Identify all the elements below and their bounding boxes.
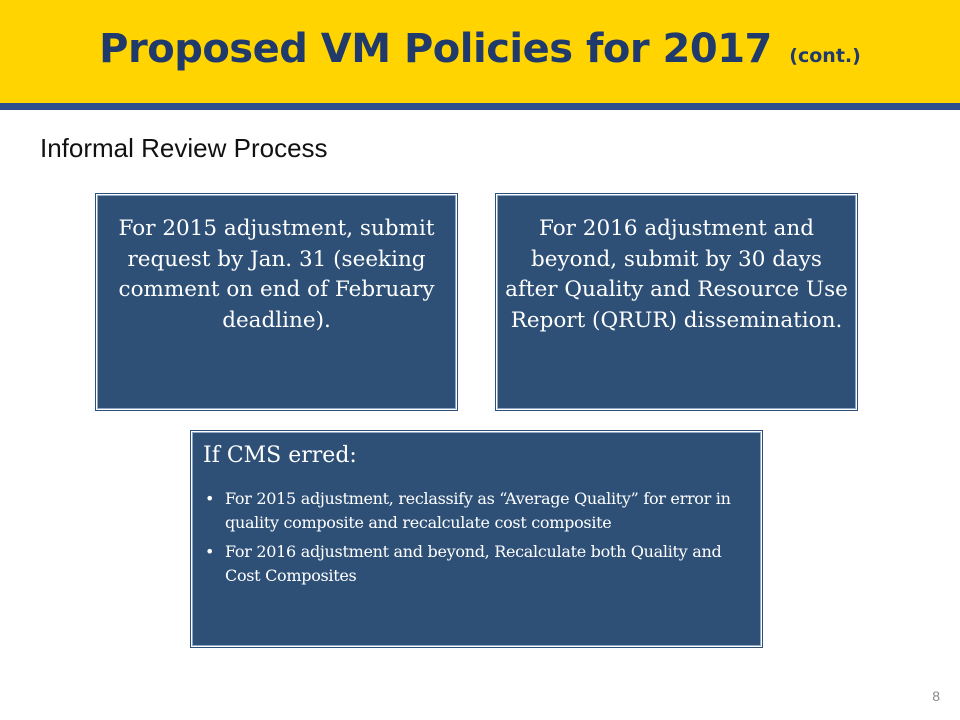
slide-title <box>0 18 960 87</box>
bullet-icon: • <box>205 542 215 561</box>
header-rule <box>0 103 960 110</box>
box-2015-adjustment-text: For 2015 adjustment, submit request by Jan. 31 (seeking comment on end of February deadline). <box>118 216 435 333</box>
bullet-text: For 2015 adjustment, reclassify as “Average Quality” for error in quality composite and recalculate cost composite <box>225 489 731 532</box>
bullet-item <box>203 487 746 535</box>
bullet-icon: • <box>205 489 215 508</box>
box-cms-erred <box>192 432 761 646</box>
section-subheading: Informal Review Process <box>40 133 328 163</box>
cms-erred-bullet-list <box>203 487 746 588</box>
cms-erred-heading: If CMS erred: <box>203 443 357 468</box>
slide-title-suffix: (cont.) <box>789 45 861 67</box>
box-2016-adjustment-text: For 2016 adjustment and beyond, submit by 30 days after Quality and Resource Use Report (QRUR) dissemination. <box>505 216 848 333</box>
bullet-text: For 2016 adjustment and beyond, Recalculate both Quality and Cost Composites <box>225 542 722 585</box>
page-number: 8 <box>932 688 940 704</box>
box-2016-adjustment <box>497 195 856 409</box>
box-2015-adjustment <box>97 195 456 409</box>
slide-title-main: Proposed VM Policies for 2017 <box>99 26 772 72</box>
bullet-item <box>203 540 746 588</box>
